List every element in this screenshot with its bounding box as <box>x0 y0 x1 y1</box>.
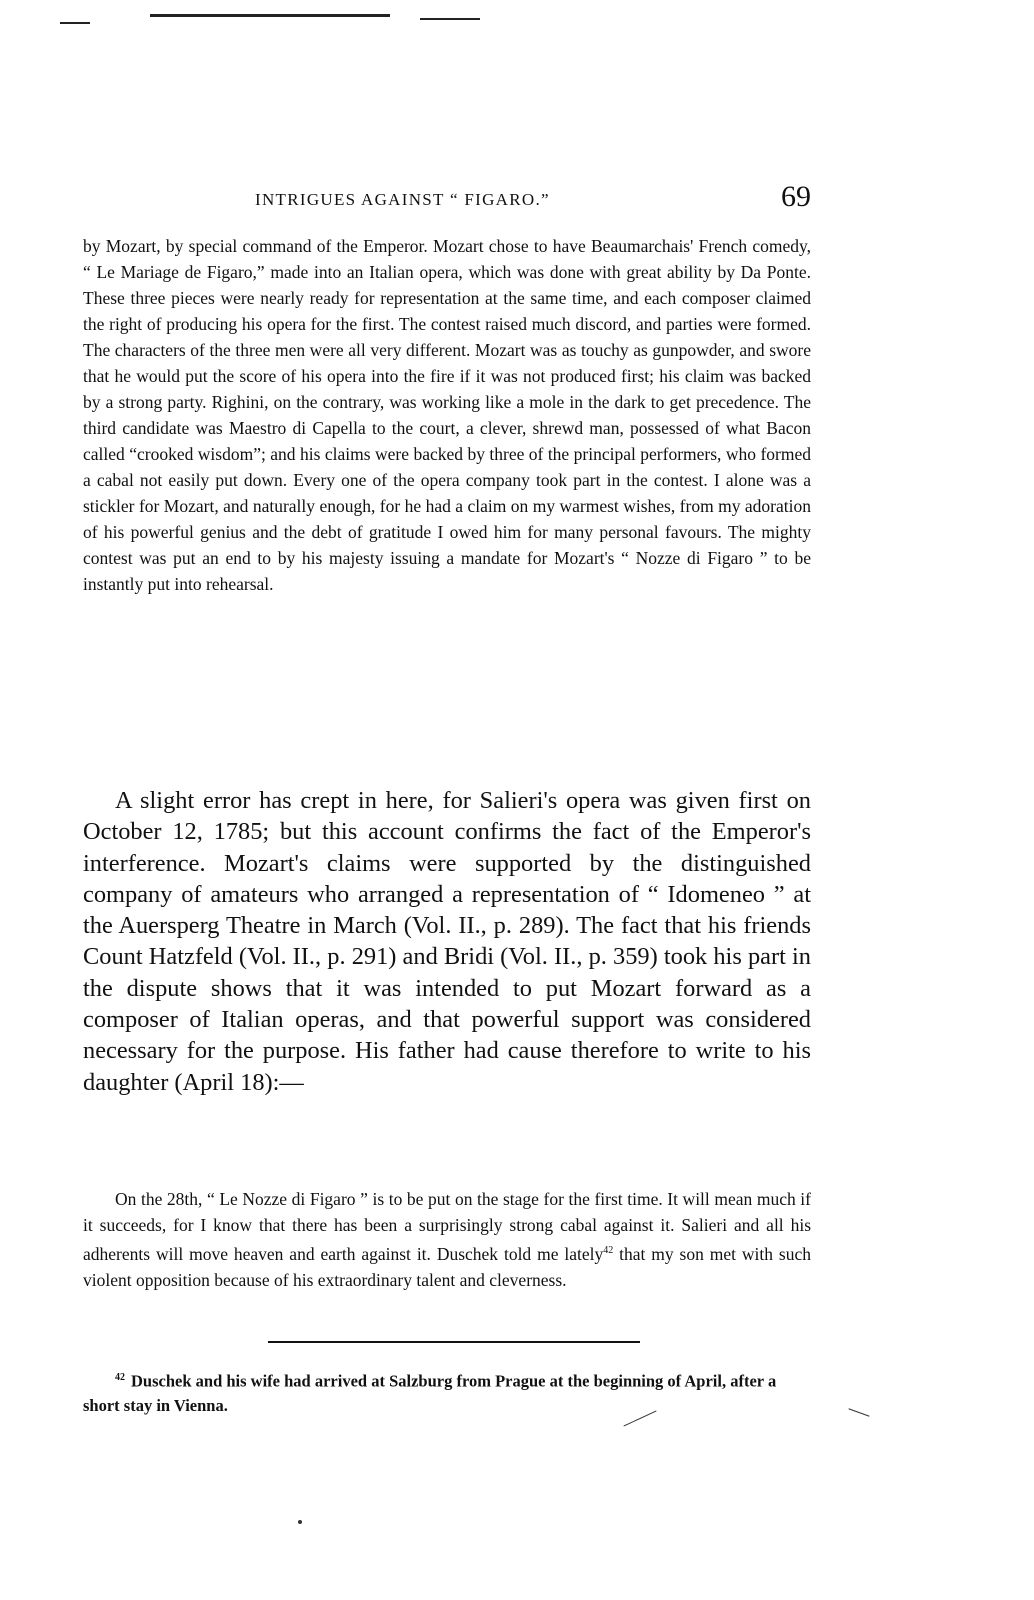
stray-dot <box>298 1520 302 1524</box>
footnote-marker: 42 <box>115 1372 125 1383</box>
footnote-text: Duschek and his wife had arrived at Salzburg from Prague at the beginning of April, after a short stay in Vienna. <box>83 1371 777 1415</box>
letter-quote <box>83 1186 811 1293</box>
footnote <box>83 1366 811 1418</box>
footnote-reference: 42 <box>603 1245 614 1256</box>
page-number: 69 <box>781 180 811 213</box>
scan-artifact <box>60 22 90 24</box>
body-paragraph: A slight error has crept in here, for Salieri's opera was given first on October 12, 1785; but this account confirms the fact of the Emperor's interference. Mozart's claims were supported by the distinguished company of amateurs who arranged a representation of “ Idomeneo ” at the Auersperg Theatre in March (Vol. II., p. 289). The fact that his friends Count Hatzfeld (Vol. II., p. 291) and Bridi (Vol. II., p. 359) took his part in the dispute shows that it was intended to put Mozart forward as a composer of Italian operas, and that powerful support was considered necessary for the purpose. His father had cause therefore to write to his daughter (April 18):— <box>83 787 811 1096</box>
letter-text-part-1: On the 28th, “ Le Nozze di Figaro ” is to be put on the stage for the first time. It will mean much if it succeeds, for I know that there has been a surprisingly strong cabal against it. Salieri and all his adherents will move heaven and earth against it. Duschek told me lately <box>83 1189 811 1264</box>
stray-mark <box>848 1408 869 1416</box>
quoted-paragraph: by Mozart, by special command of the Emperor. Mozart chose to have Beaumarchais' French comedy, “ Le Mariage de Figaro,” made into an Italian opera, which was done with great ability by Da Ponte. These three pieces were nearly ready for representation at the same time, and each composer claimed the right of producing his opera for the first. The contest raised much discord, and parties were formed. The characters of the three men were all very different. Mozart was as touchy as gunpowder, and swore that he would put the score of his opera into the fire if it was not produced first; his claim was backed by a strong party. Righini, on the contrary, was working like a mole in the dark to get precedence. The third candidate was Maestro di Capella to the court, a clever, shrewd man, possessed of what Bacon called “crooked wisdom”; and his claims were backed by three of the principal performers, who formed a cabal not easily put down. Every one of the opera company took part in the contest. I alone was a stickler for Mozart, and naturally enough, for he had a claim on my warmest wishes, from my adoration of his powerful genius and the debt of gratitude I owed him for many personal favours. The mighty contest was put an end to by his majesty issuing a mandate for Mozart's “ Nozze di Figaro ” to be instantly put into rehearsal. <box>83 236 811 594</box>
letter-text-part-2: that my son met with such violent opposition because of his extraordinary talent and cleverness. <box>83 1243 811 1290</box>
scan-artifact <box>420 18 480 20</box>
running-title: INTRIGUES AGAINST “ FIGARO.” <box>255 190 550 209</box>
main-text <box>83 785 811 1098</box>
page-header <box>83 180 811 220</box>
footnote-paragraph <box>83 1366 811 1418</box>
letter-paragraph <box>83 1186 811 1293</box>
footnote-divider <box>268 1341 640 1343</box>
quoted-passage <box>83 233 811 597</box>
scan-artifact <box>150 14 390 17</box>
